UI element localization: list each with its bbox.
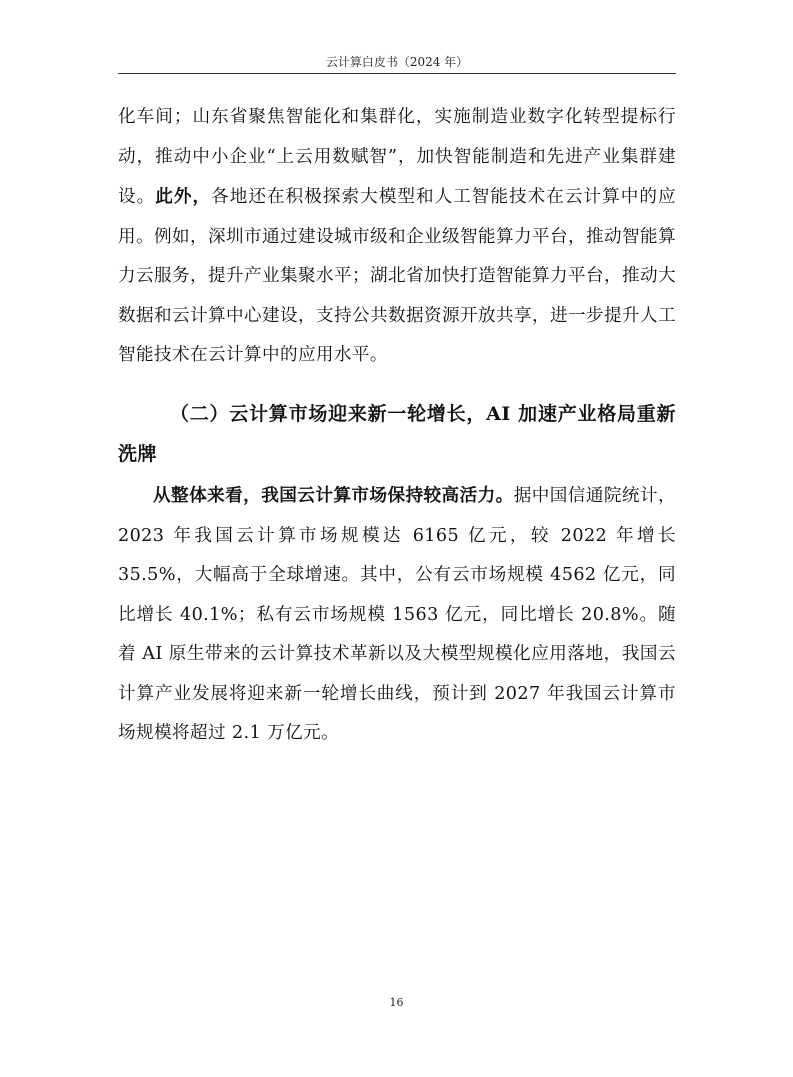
body-paragraph-2 — [118, 476, 676, 754]
body-paragraph-1 — [118, 98, 676, 376]
paragraph-1-text-a: 化车间；山东省聚焦智能化和集群化，实施制造业数字化转型提标行动，推动中小企业“上云用数赋智”，加快智能制造和先进产业集群建设。 — [118, 107, 676, 207]
paragraph-1-bold-lead: 此外， — [155, 186, 212, 207]
page-number: 16 — [389, 996, 404, 1009]
header-divider — [118, 73, 676, 74]
paragraph-2-bold-lead: 从整体来看，我国云计算市场保持较高活力。 — [153, 485, 514, 506]
paragraph-1-text-b: 各地还在积极探索大模型和人工智能技术在云计算中的应用。例如，深圳市通过建设城市级和企业级智能算力平台，推动智能算力云服务，提升产业集聚水平；湖北省加快打造智能算力平台，推动大数据和云计算中心建设，支持公共数据资源开放共享，进一步提升人工智能技术在云计算中的应用水平。 — [118, 187, 676, 365]
paragraph-2-text: 据中国信通院统计，2023 年我国云计算市场规模达 6165 亿元，较 2022 年增长 35.5%，大幅高于全球增速。其中，公有云市场规模 4562 亿元，同比增长 40.1%；私有云市场规模 1563 亿元，同比增长 20.8%。随着 AI 原生带来的云计算技术革新以及大模型规模化应用落地，我国云计算产业发展将迎来新一轮增长曲线，预计到 2027 年我国云计算市场规模将超过 2.1 万亿元。 — [118, 486, 676, 743]
section-heading: （二）云计算市场迎来新一轮增长，AI 加速产业格局重新洗牌 — [118, 403, 676, 465]
running-header: 云计算白皮书（2024 年） — [325, 55, 469, 69]
